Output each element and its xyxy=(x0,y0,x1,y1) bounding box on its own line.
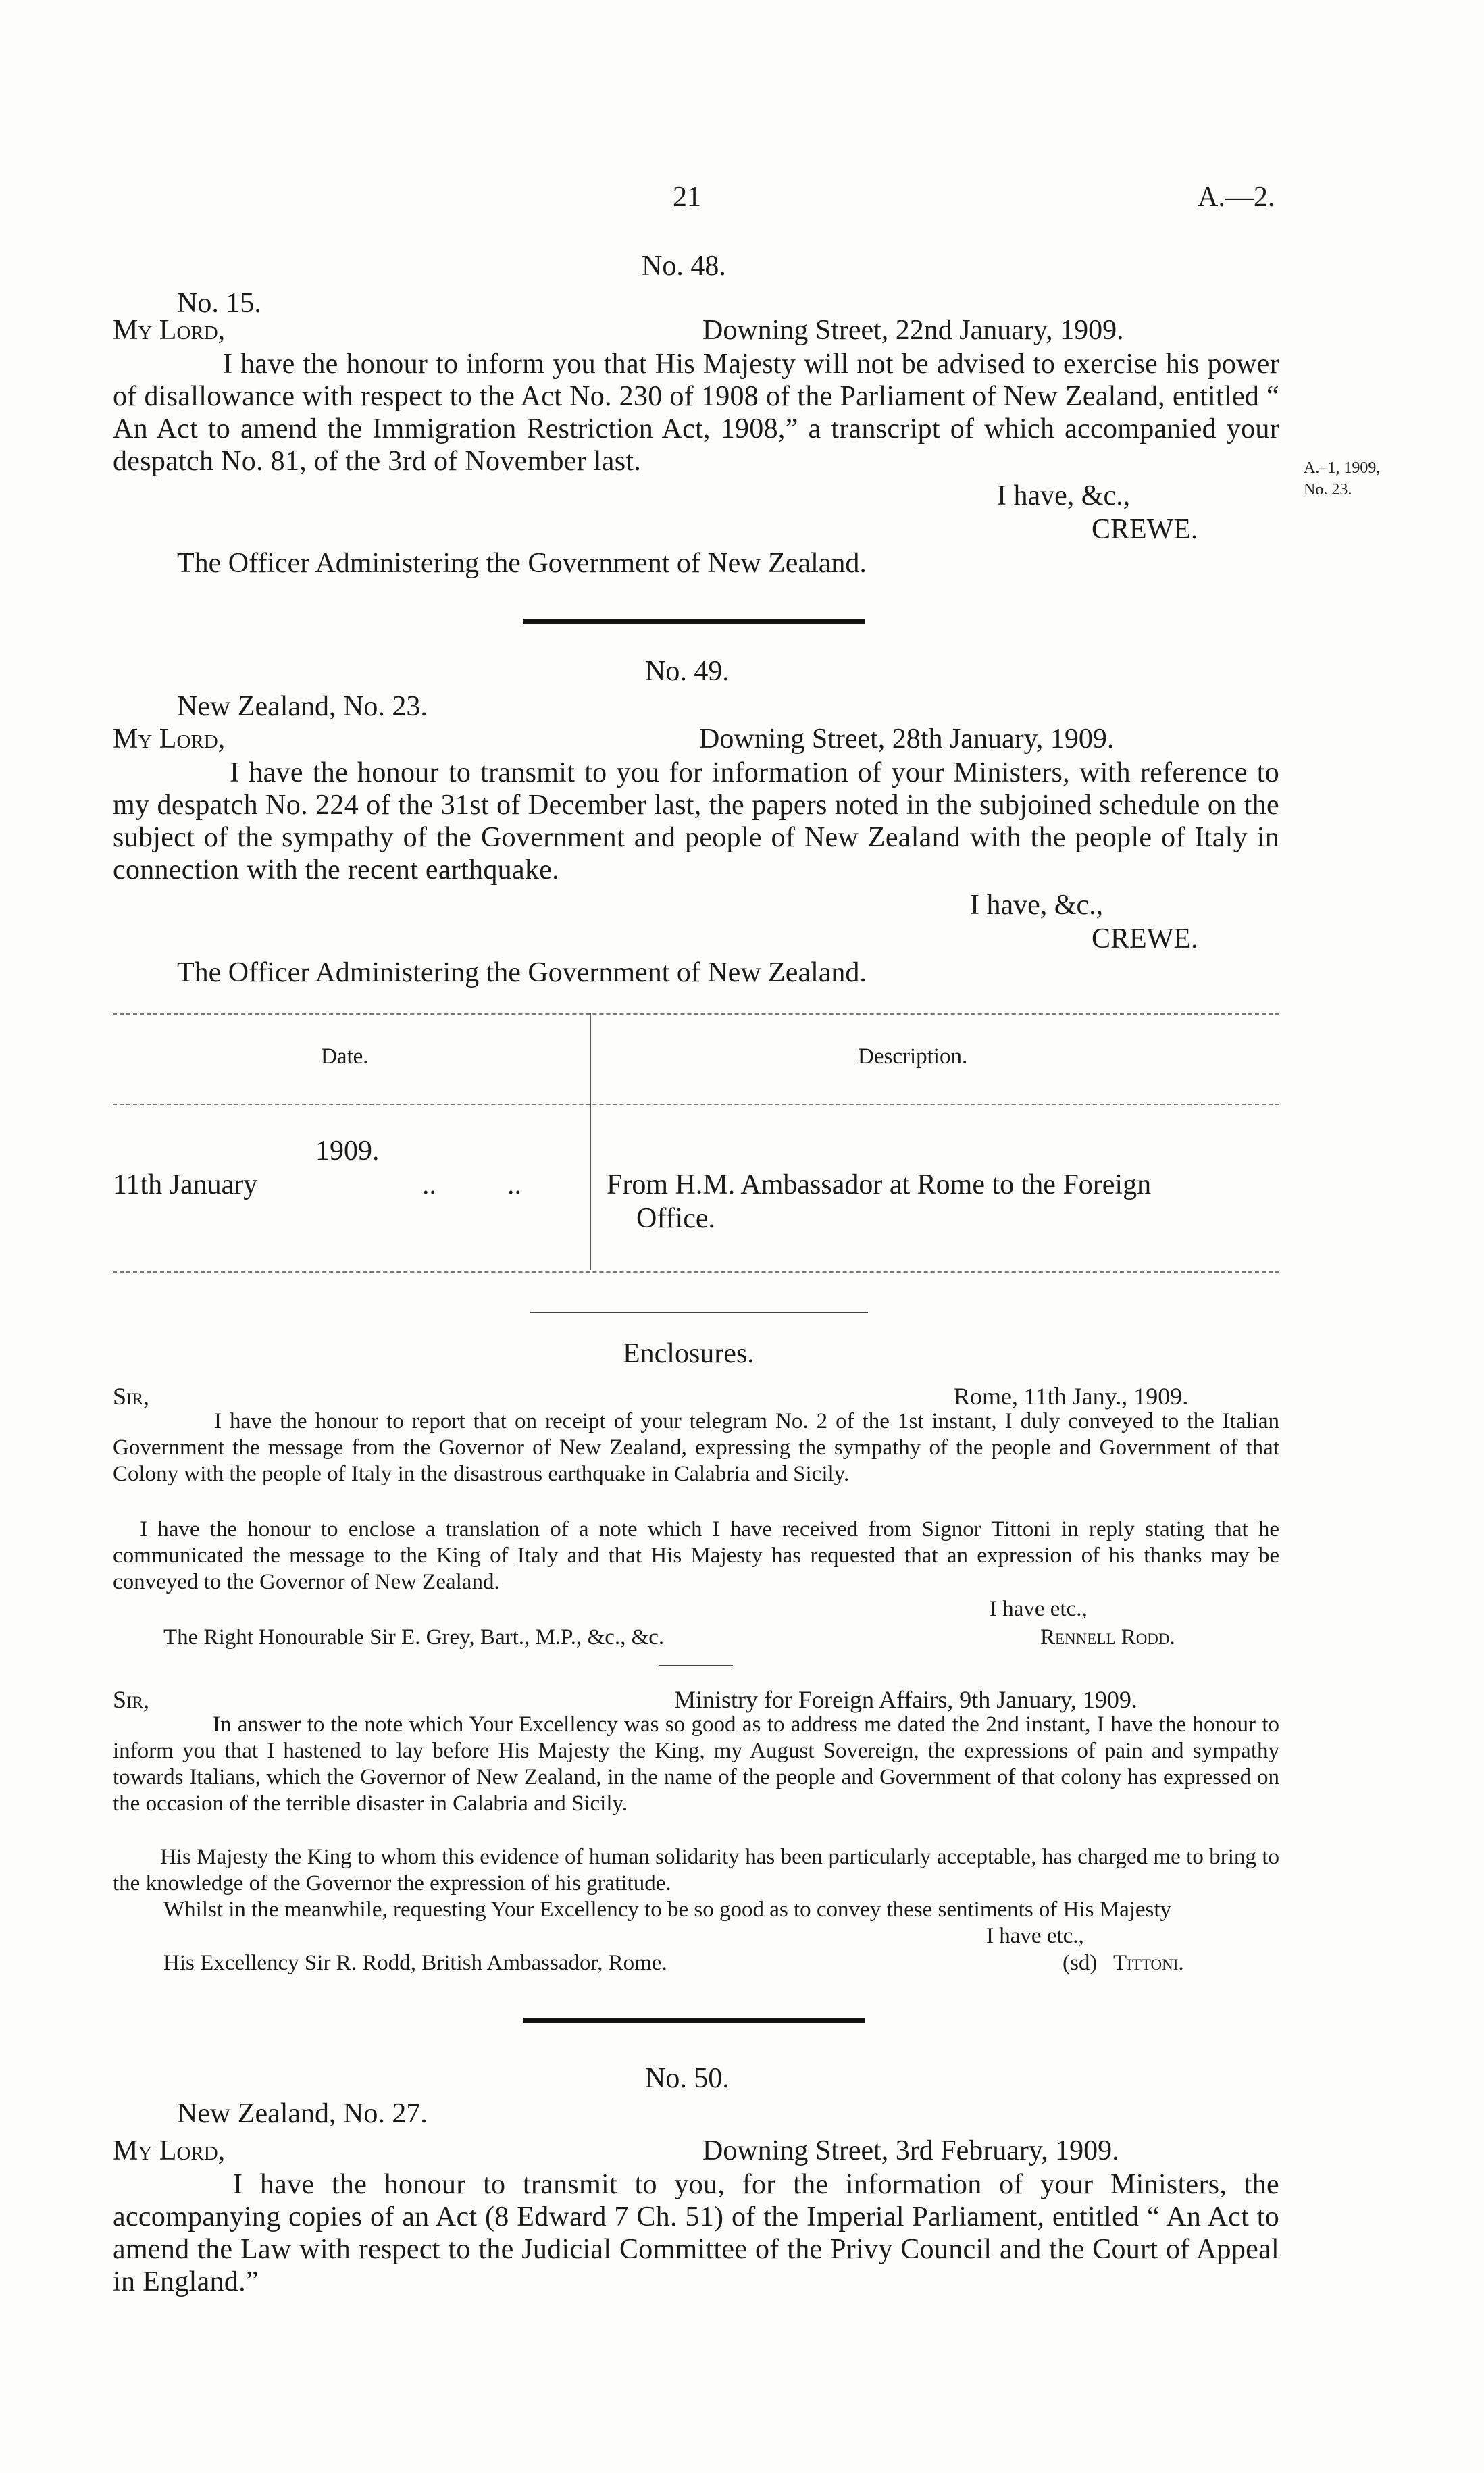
letter-paragraph: His Majesty the King to whom this evidence of human solidarity has been particularly acceptable, has charged me to bring to the knowledge of the Governor the expression of his gratitude. xyxy=(113,1845,1279,1895)
margin-reference: A.–1, 1909, xyxy=(1304,459,1381,477)
signature: CREWE. xyxy=(1092,514,1198,545)
closing: I have, &c., xyxy=(997,480,1131,511)
place-and-date: Rome, 11th Jany., 1909. xyxy=(954,1383,1189,1410)
despatch-body: I have the honour to transmit to you, for the information of your Ministers, the accompanying copies of an Act (8 Edward 7 Ch. 51) of the Imperial Parliament, entitled “ An Act to amend the Law with respect to the Judicial Committee of the Privy Council and the Court of Appeal in England.” xyxy=(113,2169,1279,2297)
table-cell-date: 11th January xyxy=(113,1169,258,1200)
addressee: His Excellency Sir R. Rodd, British Ambassador, Rome. xyxy=(163,1951,667,1975)
place-and-date: Downing Street, 22nd January, 1909. xyxy=(702,315,1124,346)
letter-paragraph: I have the honour to report that on receipt of your telegram No. 2 of the 1st instant, I duly conveyed to the Italian Government the message from the Governor of New Zealand, expressing the sympathy of the people and Government of that Colony with the people of Italy in the disastrous earthquake in Calabria and Sicily. xyxy=(113,1409,1279,1486)
place-and-date: Ministry for Foreign Affairs, 9th January, 1909. xyxy=(674,1686,1137,1713)
table-cell-description: Office. xyxy=(636,1203,715,1234)
letter-paragraph: Whilst in the meanwhile, requesting Your Excellency to be so good as to convey these sentiments of His Majesty xyxy=(163,1897,1172,1922)
table-cell-leader: .. .. xyxy=(422,1169,521,1200)
addressee: The Officer Administering the Government of New Zealand. xyxy=(177,548,867,579)
place-and-date: Downing Street, 28th January, 1909. xyxy=(699,723,1115,755)
despatch-reference: New Zealand, No. 27. xyxy=(177,2098,428,2129)
signature: CREWE. xyxy=(1092,923,1198,954)
table-bottom-rule xyxy=(113,1271,1279,1273)
letter-paragraph: I have the honour to enclose a translation of a note which I have received from Signor Tittoni in reply stating that he communicated the message to the King of Italy and that His Majesty has requested that an expression of his thanks may be conveyed to the Governor of New Zealand. xyxy=(113,1517,1279,1594)
section-divider xyxy=(530,1312,868,1313)
page-number: 21 xyxy=(673,182,701,213)
table-header-rule xyxy=(113,1104,1279,1105)
section-divider xyxy=(523,2018,865,2023)
despatch-body: I have the honour to transmit to you for information of your Ministers, with reference to my despatch No. 224 of the 31st of December last, the papers noted in the subjoined schedule on the subject of the sympathy of the Government and people of New Zealand with the people of Italy in connection with the recent earthquake. xyxy=(113,757,1279,886)
salutation: Sir, xyxy=(113,1383,150,1410)
letter-divider xyxy=(659,1665,733,1666)
closing: I have etc., xyxy=(990,1597,1088,1621)
addressee: The Officer Administering the Government of New Zealand. xyxy=(177,957,867,988)
salutation: My Lord, xyxy=(113,2135,226,2166)
signature-prefix: (sd) xyxy=(1063,1951,1098,1975)
column-header-date: Date. xyxy=(321,1044,369,1069)
place-and-date: Downing Street, 3rd February, 1909. xyxy=(702,2135,1119,2166)
enclosures-heading: Enclosures. xyxy=(623,1338,754,1369)
table-top-rule xyxy=(113,1013,1279,1015)
section-divider xyxy=(523,619,865,624)
table-cell-year: 1909. xyxy=(315,1136,380,1167)
despatch-reference: No. 15. xyxy=(177,288,261,319)
despatch-number: No. 48. xyxy=(642,251,726,282)
closing: I have, &c., xyxy=(970,890,1104,921)
salutation: Sir, xyxy=(113,1686,150,1713)
despatch-number: No. 50. xyxy=(645,2063,730,2094)
column-header-description: Description. xyxy=(858,1044,968,1069)
signature: Tittoni. xyxy=(1113,1951,1184,1975)
despatch-body: I have the honour to inform you that His Majesty will not be advised to exercise his power of disallowance with respect to the Act No. 230 of 1908 of the Parliament of New Zealand, entitled “ An Act to amend the Immigration Restriction Act, 1908,” a transcript of which accompanied your despatch No. 81, of the 3rd of November last. xyxy=(113,349,1279,477)
addressee: The Right Honourable Sir E. Grey, Bart., M.P., &c., &c. xyxy=(163,1625,665,1650)
salutation: My Lord, xyxy=(113,723,226,755)
salutation: My Lord, xyxy=(113,315,226,346)
signature: Rennell Rodd. xyxy=(1040,1625,1175,1650)
margin-reference: No. 23. xyxy=(1304,481,1352,499)
despatch-reference: New Zealand, No. 23. xyxy=(177,691,428,722)
despatch-number: No. 49. xyxy=(645,656,730,687)
column-divider xyxy=(590,1013,591,1270)
table-cell-description: From H.M. Ambassador at Rome to the Foreign xyxy=(607,1169,1152,1200)
paper-reference: A.—2. xyxy=(1198,182,1275,213)
closing: I have etc., xyxy=(986,1924,1084,1948)
letter-paragraph: In answer to the note which Your Excellency was so good as to address me dated the 2nd instant, I have the honour to inform you that I hastened to lay before His Majesty the King, my August Sovereign, the expressions of pain and sympathy towards Italians, which the Governor of New Zealand, in the name of the people and Government of that colony has expressed on the occasion of the terrible disaster in Calabria and Sicily. xyxy=(113,1712,1279,1816)
